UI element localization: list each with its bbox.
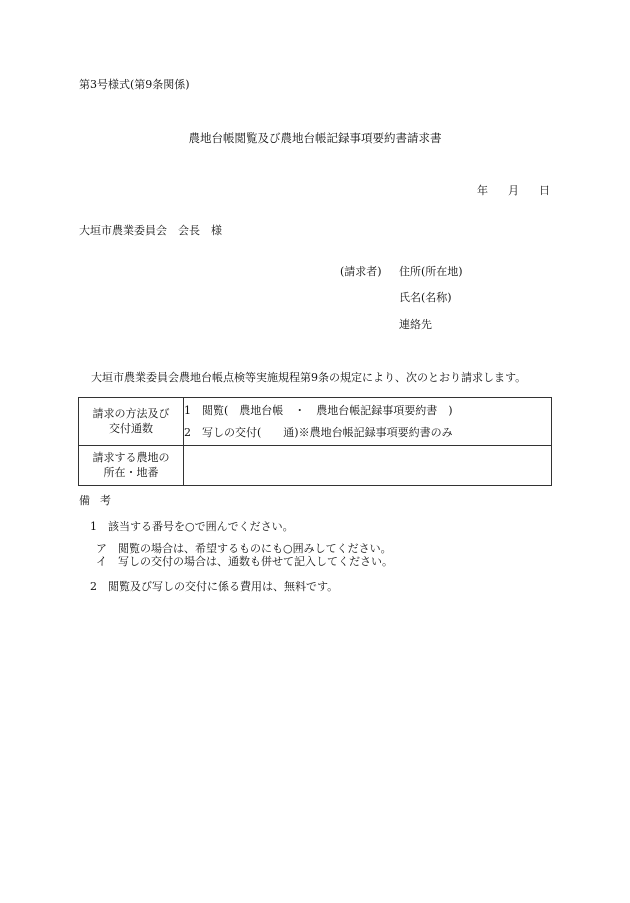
method-label-line2: 交付通数 bbox=[109, 421, 153, 435]
remarks-title: 備考 bbox=[79, 494, 121, 507]
method-label-line1: 請求の方法及び bbox=[92, 406, 170, 420]
land-label-cell bbox=[79, 446, 184, 486]
date-month-label: 月 bbox=[508, 184, 519, 197]
date-day-label: 日 bbox=[539, 184, 550, 197]
contact-label: 連絡先 bbox=[399, 318, 432, 331]
address-label: 住所(所在地) bbox=[399, 265, 463, 278]
remark-note-2: 2 閲覧及び写しの交付に係る費用は、無料です。 bbox=[90, 580, 339, 593]
method-label-cell bbox=[79, 398, 184, 446]
land-label-line1: 請求する農地の bbox=[92, 450, 170, 464]
recipient: 大垣市農業委員会 会長 様 bbox=[79, 224, 222, 237]
land-label-line2: 所在・地番 bbox=[103, 465, 159, 479]
table-row-land bbox=[79, 446, 552, 486]
land-input-cell[interactable] bbox=[184, 446, 552, 486]
table-row-method bbox=[79, 398, 552, 446]
option-copy[interactable]: 2 写しの交付( 通)※農地台帳記録事項要約書のみ bbox=[184, 425, 453, 439]
requester-label: (請求者) bbox=[340, 265, 382, 278]
remark-note-1: 1 該当する番号を○で囲んでください。 bbox=[90, 520, 294, 533]
form-number: 第3号様式(第9条関係) bbox=[79, 78, 190, 91]
document-title: 農地台帳閲覧及び農地台帳記録事項要約書請求書 bbox=[188, 131, 442, 145]
request-statement: 大垣市農業委員会農地台帳点検等実施規程第9条の規定により、次のとおり請求します。 bbox=[91, 371, 527, 384]
remark-note-1b: イ 写しの交付の場合は、通数も併せて記入してください。 bbox=[96, 555, 393, 568]
option-view[interactable]: 1 閲覧( 農地台帳 ・ 農地台帳記録事項要約書 ) bbox=[184, 403, 453, 417]
remark-note-1a: ア 閲覧の場合は、希望するものにも○囲みしてください。 bbox=[96, 542, 392, 555]
date-line bbox=[477, 184, 550, 198]
method-options-cell[interactable] bbox=[184, 398, 552, 446]
request-table bbox=[78, 397, 552, 486]
date-year-label: 年 bbox=[477, 184, 488, 197]
name-label: 氏名(名称) bbox=[399, 291, 452, 304]
